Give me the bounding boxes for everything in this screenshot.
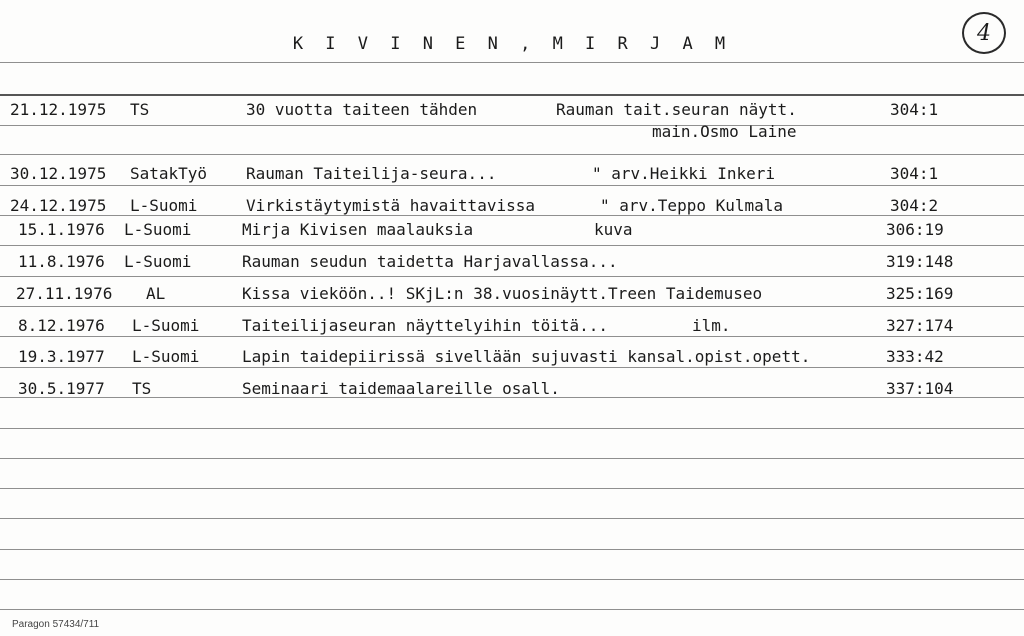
entry-extra: " arv.Heikki Inkeri (592, 164, 776, 183)
entry-title: Rauman Taiteilija-seura... (246, 164, 497, 183)
entry-row (0, 379, 1024, 403)
entry-ref: 319:148 (886, 252, 954, 271)
rule-line (0, 245, 1024, 246)
entry-source: L-Suomi (132, 316, 200, 335)
entry-row (0, 284, 1024, 308)
entry-ref: 337:104 (886, 379, 954, 398)
entry-row (0, 220, 1024, 244)
rule-line (0, 94, 1024, 96)
entry-date: 30.5.1977 (18, 379, 105, 398)
rule-line (0, 488, 1024, 489)
entry-title: Seminaari taidemaalareille osall. (242, 379, 560, 398)
rule-line (0, 458, 1024, 459)
entry-title: Taiteilijaseuran näyttelyihin töitä... (242, 316, 609, 335)
entry-extra: Rauman tait.seuran näytt. (556, 100, 797, 119)
entry-date: 8.12.1976 (18, 316, 105, 335)
entry-source: L-Suomi (130, 196, 198, 215)
entry-ref: 306:19 (886, 220, 944, 239)
entry-title: Lapin taidepiirissä sivellään sujuvasti kansal.opist.opett. (242, 347, 811, 366)
entry-title: Kissa vieköön..! SKjL:n 38.vuosinäytt.Treen Taidemuseo (242, 284, 763, 303)
entry-source: SatakTyö (130, 164, 208, 183)
rule-line (0, 518, 1024, 519)
entry-title: 30 vuotta taiteen tähden (246, 100, 478, 119)
entry-extra: ilm. (692, 316, 731, 335)
entry-date: 30.12.1975 (10, 164, 107, 183)
rule-line (0, 579, 1024, 580)
entry-title: Rauman seudun taidetta Harjavallassa... (242, 252, 618, 271)
entry-date: 24.12.1975 (10, 196, 107, 215)
rule-line (0, 549, 1024, 550)
entry-source: L-Suomi (124, 252, 192, 271)
entry-row (0, 347, 1024, 371)
entry-row (0, 100, 1024, 124)
entry-source: AL (146, 284, 166, 303)
entry-extra: kuva (594, 220, 633, 239)
entry-ref: 304:1 (890, 164, 939, 183)
rule-line (0, 609, 1024, 610)
entry-row (0, 164, 1024, 188)
printer-footer: Paragon 57434/711 (12, 619, 100, 630)
rule-line (0, 62, 1024, 63)
entry-subline: main.Osmo Laine (652, 122, 797, 141)
rule-line (0, 125, 1024, 126)
rule-line (0, 276, 1024, 277)
entry-date: 27.11.1976 (16, 284, 113, 303)
entry-ref: 304:2 (890, 196, 939, 215)
entry-date: 15.1.1976 (18, 220, 105, 239)
entry-source: TS (130, 100, 150, 119)
entry-row (0, 316, 1024, 340)
entry-source: TS (132, 379, 152, 398)
card-title: K I V I N E N , M I R J A M (292, 34, 732, 54)
entry-ref: 333:42 (886, 347, 944, 366)
entry-source: L-Suomi (124, 220, 192, 239)
circled-card-number (962, 12, 1006, 54)
entry-ref: 327:174 (886, 316, 954, 335)
rule-line (0, 154, 1024, 155)
entry-date: 21.12.1975 (10, 100, 107, 119)
card-number: 4 (977, 20, 991, 46)
entry-title: Virkistäytymistä havaittavissa (246, 196, 535, 215)
rule-line (0, 428, 1024, 429)
entry-ref: 325:169 (886, 284, 954, 303)
entry-extra: " arv.Teppo Kulmala (600, 196, 784, 215)
entry-date: 19.3.1977 (18, 347, 105, 366)
entry-title: Mirja Kivisen maalauksia (242, 220, 474, 239)
entry-source: L-Suomi (132, 347, 200, 366)
entry-ref: 304:1 (890, 100, 939, 119)
entry-date: 11.8.1976 (18, 252, 105, 271)
entry-row (0, 196, 1024, 220)
entry-row (0, 252, 1024, 276)
